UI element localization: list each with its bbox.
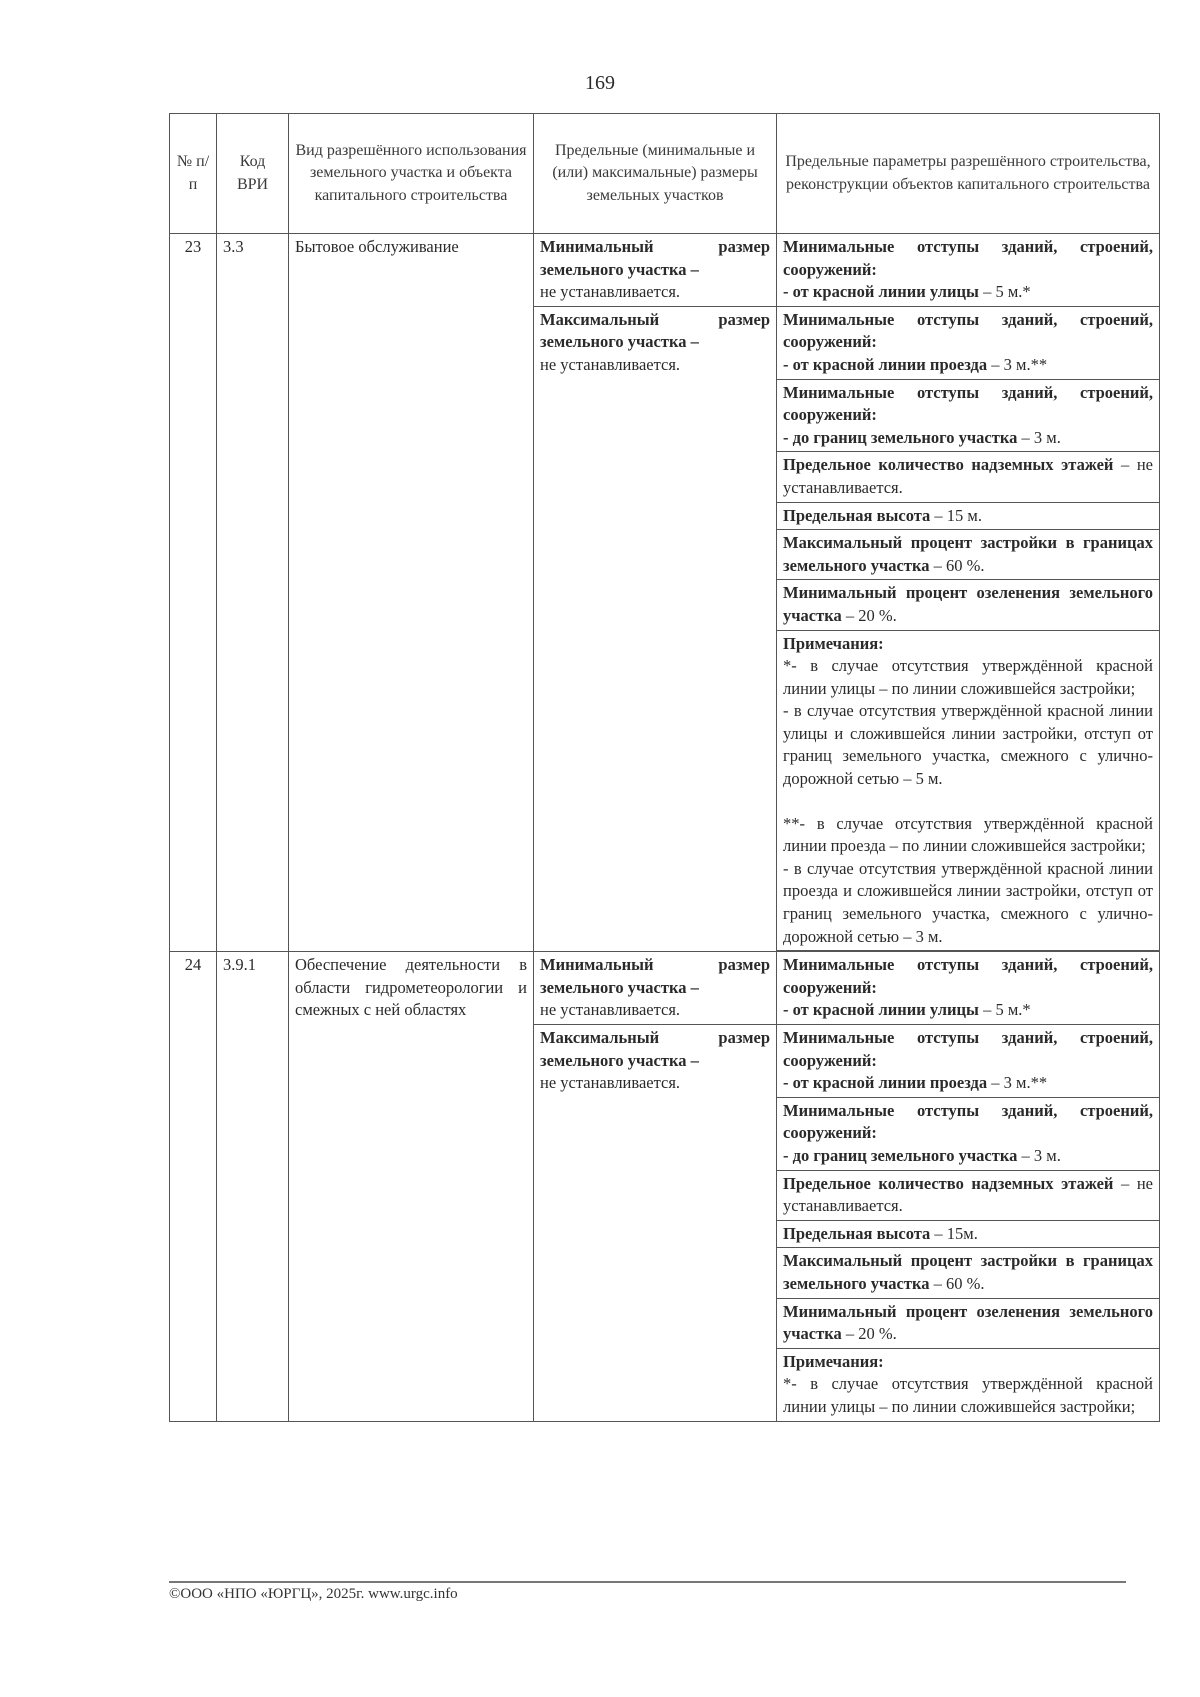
row-code: 3.3 <box>217 234 289 952</box>
param-cell <box>777 502 1160 530</box>
param-detail: - от красной линии улицы <box>783 282 979 302</box>
row-number: 24 <box>170 952 217 1422</box>
note-spacer <box>783 791 1153 813</box>
table-row <box>170 952 1160 1025</box>
header-params: Предельные параметры разрешённого строительства, реконструкции объектов капитального строительства <box>777 114 1160 234</box>
size-max-value: не устанавливается. <box>540 1073 681 1093</box>
param-value: – 20 %. <box>841 1324 897 1344</box>
header-use: Вид разрешённого использования земельного участка и объекта капитального строительства <box>289 114 534 234</box>
param-label: Минимальные отступы зданий, строений, сооружений: <box>783 955 1153 997</box>
param-label: Предельная высота <box>783 505 931 525</box>
param-label: Максимальный процент застройки в границах земельного участка <box>783 1251 1153 1293</box>
note: *- в случае отсутствия утверждённой красной линии улицы – по линии сложившейся застройки; <box>783 656 1153 698</box>
size-max-cell <box>534 1025 777 1422</box>
param-label: Минимальные отступы зданий, строений, сооружений: <box>783 1028 1153 1070</box>
param-detail: - до границ земельного участка <box>783 1145 1018 1165</box>
param-value: – 5 м.* <box>978 1000 1031 1020</box>
size-min-label: Минимальный размер земельного участка – <box>540 955 770 997</box>
param-cell <box>777 306 1160 379</box>
param-label: Предельное количество надземных этажей <box>783 455 1114 475</box>
param-cell <box>777 1298 1160 1348</box>
header-code: Код ВРИ <box>217 114 289 234</box>
param-label: Минимальный процент озеленения земельного участка <box>783 583 1153 625</box>
footer-rule <box>169 1581 1126 1583</box>
notes-cell <box>777 1348 1160 1421</box>
size-min-value: не устанавливается. <box>540 282 681 302</box>
param-value: – 60 %. <box>929 1273 985 1293</box>
note: - в случае отсутствия утверждённой красной линии проезда и сложившейся линии застройки, отступ от границ земельного участка, смежного с улично-дорожной сетью – 3 м. <box>783 858 1153 946</box>
param-cell <box>777 379 1160 452</box>
row-number: 23 <box>170 234 217 952</box>
param-value: – 15м. <box>930 1223 978 1243</box>
param-value: – не устанавливается. <box>783 455 1153 497</box>
param-value: – 5 м.* <box>978 282 1031 302</box>
param-cell <box>777 1025 1160 1098</box>
row-use: Бытовое обслуживание <box>289 234 534 952</box>
size-max-value: не устанавливается. <box>540 354 681 374</box>
param-cell <box>777 1170 1160 1220</box>
param-cell <box>777 530 1160 580</box>
param-cell <box>777 1097 1160 1170</box>
param-value: – не устанавливается. <box>783 1173 1153 1216</box>
param-value: – 3 м. <box>1017 427 1061 447</box>
param-value: – 20 %. <box>841 605 897 625</box>
table-header-row <box>170 114 1160 234</box>
size-max-label: Максимальный размер земельного участка – <box>540 1028 770 1070</box>
param-cell <box>777 452 1160 502</box>
param-value: – 3 м. <box>1017 1145 1061 1165</box>
param-label: Предельное количество надземных этажей <box>783 1173 1114 1193</box>
param-value: – 3 м.** <box>987 1073 1048 1093</box>
size-min-value: не устанавливается. <box>540 1000 681 1020</box>
size-min-cell <box>534 952 777 1025</box>
notes-cell <box>777 630 1160 951</box>
param-label: Минимальные отступы зданий, строений, сооружений: <box>783 237 1153 279</box>
param-value: – 3 м.** <box>987 354 1048 374</box>
param-label: Минимальные отступы зданий, строений, сооружений: <box>783 309 1153 352</box>
table-row <box>170 234 1160 307</box>
param-label: Предельная высота <box>783 1223 931 1243</box>
param-detail: - от красной линии улицы <box>783 1000 979 1020</box>
row-use: Обеспечение деятельности в области гидрометеорологии и смежных с ней областях <box>289 952 534 1422</box>
size-min-cell <box>534 234 777 307</box>
param-cell <box>777 1248 1160 1298</box>
param-value: – 60 %. <box>929 555 985 575</box>
param-label: Максимальный процент застройки в границах земельного участка <box>783 533 1153 575</box>
param-cell <box>777 1220 1160 1248</box>
param-label: Минимальные отступы зданий, строений, сооружений: <box>783 1100 1153 1143</box>
size-max-label: Максимальный размер земельного участка – <box>540 309 770 352</box>
notes-title: Примечания: <box>783 1351 884 1371</box>
param-detail: - до границ земельного участка <box>783 427 1018 447</box>
param-cell <box>777 952 1160 1025</box>
header-num: № п/п <box>170 114 217 234</box>
note: *- в случае отсутствия утверждённой красной линии улицы – по линии сложившейся застройки; <box>783 1374 1153 1416</box>
note: **- в случае отсутствия утверждённой красной линии проезда – по линии сложившейся застройки; <box>783 813 1153 856</box>
header-size: Предельные (минимальные и (или) максимальные) размеры земельных участков <box>534 114 777 234</box>
zoning-table <box>169 113 1160 1422</box>
size-min-label: Минимальный размер земельного участка – <box>540 237 770 279</box>
row-code: 3.9.1 <box>217 952 289 1422</box>
param-value: – 15 м. <box>930 505 982 525</box>
note: - в случае отсутствия утверждённой красной линии улицы и сложившейся линии застройки, отступ от границ земельного участка, смежного с улично-дорожной сетью – 5 м. <box>783 701 1153 789</box>
notes-title: Примечания: <box>783 633 884 653</box>
param-detail: - от красной линии проезда <box>783 354 988 374</box>
footer-copyright: ©ООО «НПО «ЮРГЦ», 2025г. www.urgc.info <box>169 1586 458 1602</box>
page-number: 169 <box>585 72 615 94</box>
param-cell <box>777 234 1160 307</box>
size-max-cell <box>534 306 777 951</box>
param-label: Минимальный процент озеленения земельного участка <box>783 1301 1153 1344</box>
param-cell <box>777 580 1160 630</box>
param-label: Минимальные отступы зданий, строений, сооружений: <box>783 382 1153 425</box>
param-detail: - от красной линии проезда <box>783 1073 988 1093</box>
